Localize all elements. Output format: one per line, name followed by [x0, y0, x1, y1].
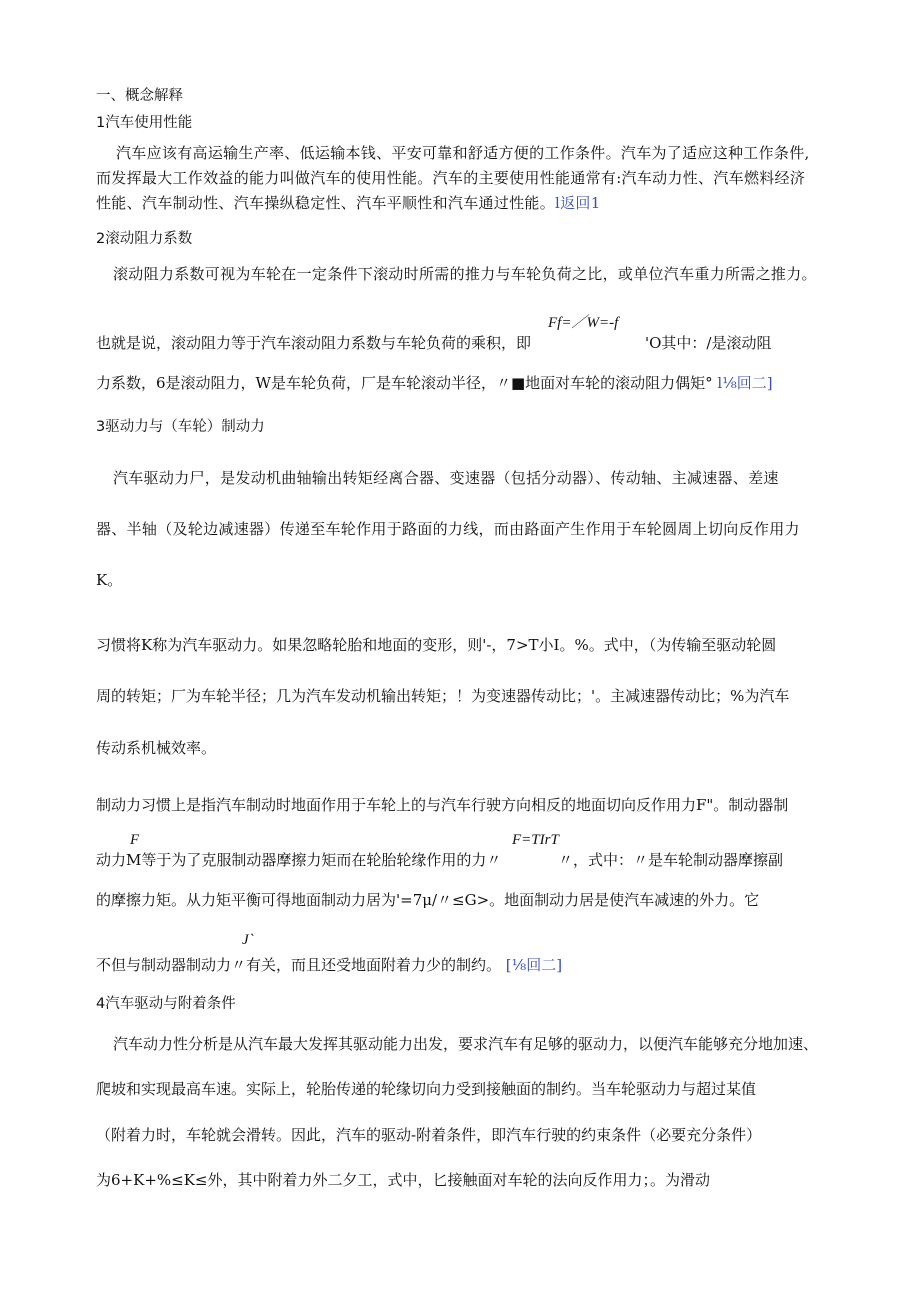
- paragraph-line: 而发挥最大工作效益的能力叫做汽车的使用性能。汽车的主要使用性能通常有:汽车动力性、汽车燃料经济: [96, 169, 806, 187]
- paragraph-line: 动力M等于为了克服制动器摩擦力矩而在轮胎轮缘作用的力〃: [96, 851, 502, 869]
- paragraph-line: K。: [96, 571, 123, 589]
- paragraph-line: 汽车驱动力尸，是发动机曲轴输出转矩经离合器、变速器（包括分动器）、传动轴、主减速器、差速: [113, 469, 779, 487]
- paragraph-line: 爬坡和实现最高车速。实际上，轮胎传递的轮缘切向力受到接触面的制约。当车轮驱动力与超过某值: [96, 1080, 757, 1098]
- paragraph-text: 不但与制动器制动力〃有关，而且还受地面附着力少的制约。: [96, 956, 502, 974]
- paragraph-line: 的摩擦力矩。从力矩平衡可得地面制动力居为'=7μ/〃≤G>。地面制动力居是使汽车减速的外力。它: [96, 891, 760, 909]
- formula-rolling-resistance: Ff=／W=-f: [548, 315, 619, 331]
- paragraph-line: 'O其中：/是滚动阻: [645, 334, 772, 352]
- paragraph-line: [96, 373, 773, 393]
- heading-drive-adhesion: 4汽车驱动与附着条件: [96, 996, 236, 1012]
- paragraph-line: （附着力时，车轮就会滑转。因此，汽车的驱动-附着条件，即汽车行驶的约束条件（必要充分条件）: [96, 1126, 762, 1144]
- paragraph-line: 也就是说，滚动阻力等于汽车滚动阻力系数与车轮负荷的乘积，即: [96, 334, 532, 352]
- return-link[interactable]: l⅛回二]: [717, 374, 773, 392]
- paragraph-text: 性能、汽车制动性、汽车操纵稳定性、汽车平顺性和汽车通过性能。: [96, 194, 556, 212]
- paragraph-line: [96, 955, 562, 975]
- return-link[interactable]: l返回1: [555, 194, 601, 212]
- paragraph-line: 〃，式中：〃是车轮制动器摩擦副: [558, 851, 784, 869]
- heading-driving-braking-force: 3驱动力与（车轮）制动力: [96, 419, 265, 435]
- formula-brake-force: F=TIrT: [512, 832, 559, 848]
- paragraph-text: 力系数，6是滚动阻力，W是车轮负荷，厂是车轮滚动半径，〃■地面对车轮的滚动阻力偶矩°: [96, 374, 713, 392]
- section-title: 一、概念解释: [96, 88, 183, 104]
- paragraph-line: 汽车动力性分析是从汽车最大发挥其驱动能力出发，要求汽车有足够的驱动力，以便汽车能够充分地加速、: [113, 1035, 819, 1053]
- return-link[interactable]: [⅛回二]: [505, 956, 563, 974]
- paragraph-line: 为6+K+%≤K≤外，其中附着力外二夕工，式中，匕接触面对车轮的法向反作用力；。为滑动: [96, 1171, 710, 1189]
- formula-symbol: F: [130, 832, 140, 848]
- paragraph-line: 汽车应该有高运输生产率、低运输本钱、平安可靠和舒适方便的工作条件。汽车为了适应这种工作条件,: [116, 144, 810, 162]
- paragraph-line: [96, 193, 601, 213]
- heading-vehicle-performance: 1汽车使用性能: [96, 115, 193, 131]
- paragraph-line: 滚动阻力系数可视为车轮在一定条件下滚动时所需的推力与车轮负荷之比，或单位汽车重力所需之推力。: [113, 265, 817, 283]
- paragraph-line: 习惯将K称为汽车驱动力。如果忽略轮胎和地面的变形，则'-，7>T小I。%。式中，（为传输至驱动轮圆: [96, 636, 777, 654]
- paragraph-line: 周的转矩；厂为车轮半径；几为汽车发动机输出转矩；！为变速器传动比；'。主减速器传动比；%为汽车: [96, 687, 790, 705]
- paragraph-line: 传动系机械效率。: [96, 739, 217, 757]
- paragraph-line: 器、半轴（及轮边减速器）传递至车轮作用于路面的力线，而由路面产生作用于车轮圆周上切向反作用力: [96, 520, 800, 538]
- paragraph-line: 制动力习惯上是指汽车制动时地面作用于车轮上的与汽车行驶方向相反的地面切向反作用力F"。制动器制: [96, 796, 789, 814]
- formula-symbol: J`: [242, 932, 254, 948]
- heading-rolling-resistance: 2滚动阻力系数: [96, 231, 193, 247]
